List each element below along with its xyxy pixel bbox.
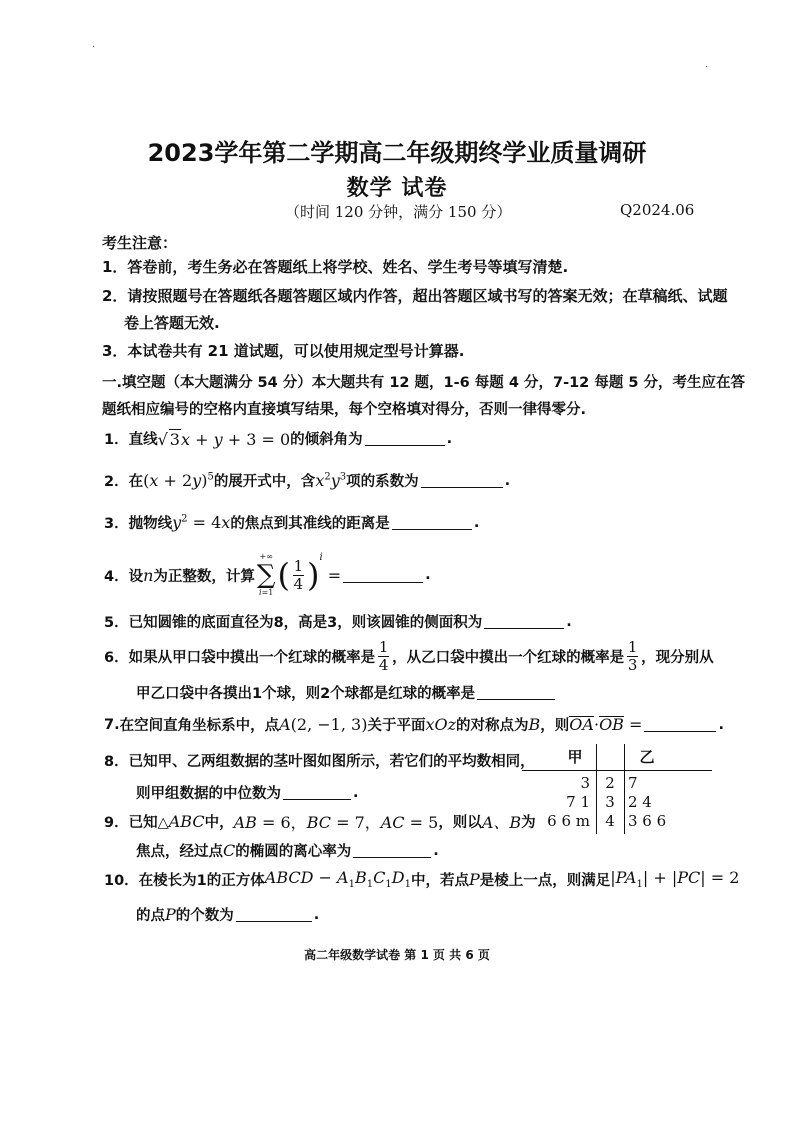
- page-footer: 高二年级数学试卷 第 1 页 共 6 页: [304, 948, 490, 962]
- answer-blank[interactable]: [644, 717, 716, 732]
- stem-leaf-stem: 2: [605, 774, 615, 792]
- notice-item-2: 2．请按照题号在答题纸各题答题区域内作答，超出答题区域书写的答案无效；在草稿纸、试题: [102, 287, 728, 305]
- notice-item-1: 1．答卷前，考生务必在答题纸上将学校、姓名、学生考号等填写清楚.: [102, 258, 569, 276]
- question-8-cont: 则甲组数据的中位数为 .: [136, 784, 359, 802]
- answer-blank[interactable]: [365, 431, 445, 446]
- stem-leaf-divider: [624, 744, 625, 834]
- stem-leaf-plot: [522, 744, 712, 836]
- question-10-cont: 的点 P 的个数为 .: [136, 905, 320, 924]
- stem-leaf-left-leaves: 3: [580, 774, 590, 792]
- question-6: 6． 如果从甲口袋中摸出一个红球的概率是 $\frac{1}{4}$ ，从乙口袋中摸出一个红球的概率是 $\frac{1}{3}$ ，现分别从: [104, 638, 714, 674]
- question-4: 4． 设 n 为正整数，计算 +∞ ∑ i=1 ( $\frac{1}{4}$ ) i = .: [104, 552, 431, 597]
- question-5: 5． 已知圆锥的底面直径为8，高是3，则该圆锥的侧面积为 .: [104, 613, 572, 631]
- stem-leaf-left-leaves: 6 6 m: [547, 812, 590, 830]
- answer-blank[interactable]: [353, 843, 431, 858]
- answer-blank[interactable]: [283, 785, 351, 800]
- question-9-cont: 焦点，经过点 C 的椭圆的离心率为 .: [136, 841, 439, 860]
- math-expression: √ 3x + y + 3 = 0: [157, 429, 291, 449]
- section-1-intro-cont: 题纸相应编号的空格内直接填写结果，每个空格填对得分，否则一律得零分.: [102, 402, 587, 418]
- math-expression: $y^2 = 4x$: [172, 513, 231, 532]
- stem-leaf-stem: 3: [605, 793, 615, 811]
- page-title: 2023学年第二学期高二年级期终学业质量调研: [147, 139, 647, 167]
- stem-leaf-header-right: 乙: [639, 748, 655, 766]
- stem-leaf-right-leaves: 3 6 6: [628, 812, 667, 830]
- question-2: 2． 在 $(x + 2y)^5$ 的展开式中，含 $x^2y^3$ 项的系数为 .: [104, 471, 511, 490]
- fraction: $\frac{1}{4}$: [378, 638, 389, 674]
- stem-leaf-header-left: 甲: [567, 748, 583, 766]
- answer-blank[interactable]: [343, 568, 423, 583]
- math-expression: ABCD − $A_1B_1C_1D_1$: [264, 868, 411, 891]
- math-expression: $|PA_1| + |PC| = 2$: [610, 868, 740, 891]
- math-expression: $(x + 2y)^5$: [143, 471, 214, 490]
- fraction: $\frac{1}{3}$: [627, 638, 638, 674]
- answer-blank[interactable]: [477, 685, 555, 700]
- stem-leaf-right-leaves: 2 4: [628, 793, 652, 811]
- fraction: $\frac{1}{4}$: [293, 556, 304, 593]
- question-7: 7. 在空间直角坐标系中，点 A(2, −1, 3) 关于平面 xOz 的对称点为 B ，则 OA·OB = .: [104, 715, 724, 734]
- math-expression: OA·OB =: [569, 715, 643, 734]
- answer-blank[interactable]: [392, 515, 472, 530]
- exam-code: Q2024.06: [620, 201, 695, 219]
- section-1-intro: 一.填空题（本大题满分 54 分）本大题共有 12 题，1-6 每题 4 分，7-12 每题 5 分，考生应在答: [102, 375, 746, 391]
- notice-heading: 考生注意：: [102, 234, 178, 252]
- math-variable: n: [143, 565, 154, 585]
- notice-item-3: 3．本试卷共有 21 道试题，可以使用规定型号计算器.: [102, 342, 465, 360]
- summation-symbol: +∞ ∑ i=1: [256, 552, 276, 597]
- answer-blank[interactable]: [484, 614, 564, 629]
- question-9: 9． 已知△ ABC 中， AB = 6，BC = 7，AC = 5 ，则以 A、B 为: [104, 812, 536, 832]
- question-8: 8． 已知甲、乙两组数据的茎叶图如图所示，若它们的平均数相同，: [104, 754, 535, 770]
- answer-blank[interactable]: [236, 907, 312, 922]
- stem-leaf-right-leaves: 7: [628, 774, 638, 792]
- exam-time-info: （时间 120 分钟，满分 150 分）: [285, 203, 512, 221]
- question-1: 1． 直线 √ 3x + y + 3 = 0 的倾斜角为 .: [104, 429, 453, 449]
- math-expression: $x^2y^3$: [315, 471, 347, 490]
- notice-item-2-cont: 卷上答题无效.: [124, 314, 220, 332]
- question-6-cont: 甲乙口袋中各摸出1个球，则2个球都是红球的概率是: [136, 682, 557, 703]
- stem-leaf-left-leaves: 7 1: [566, 793, 590, 811]
- answer-blank[interactable]: [421, 473, 503, 488]
- math-expression: A(2, −1, 3): [279, 715, 368, 734]
- question-3: 3． 抛物线 $y^2 = 4x$ 的焦点到其准线的距离是 .: [104, 513, 480, 532]
- scan-speck: ·: [92, 42, 96, 53]
- math-expression: AB = 6，BC = 7，AC = 5: [233, 813, 439, 832]
- page-subtitle: 数学 试卷: [346, 176, 448, 201]
- question-10: 10． 在棱长为1的正方体 ABCD − $A_1B_1C_1D_1$ 中，若点 P 是棱上一点，则满足 $|PA_1| + |PC| = 2$: [104, 868, 740, 891]
- stem-leaf-divider: [522, 770, 712, 771]
- stem-leaf-stem: 4: [605, 812, 615, 830]
- scan-speck: ·: [705, 62, 709, 73]
